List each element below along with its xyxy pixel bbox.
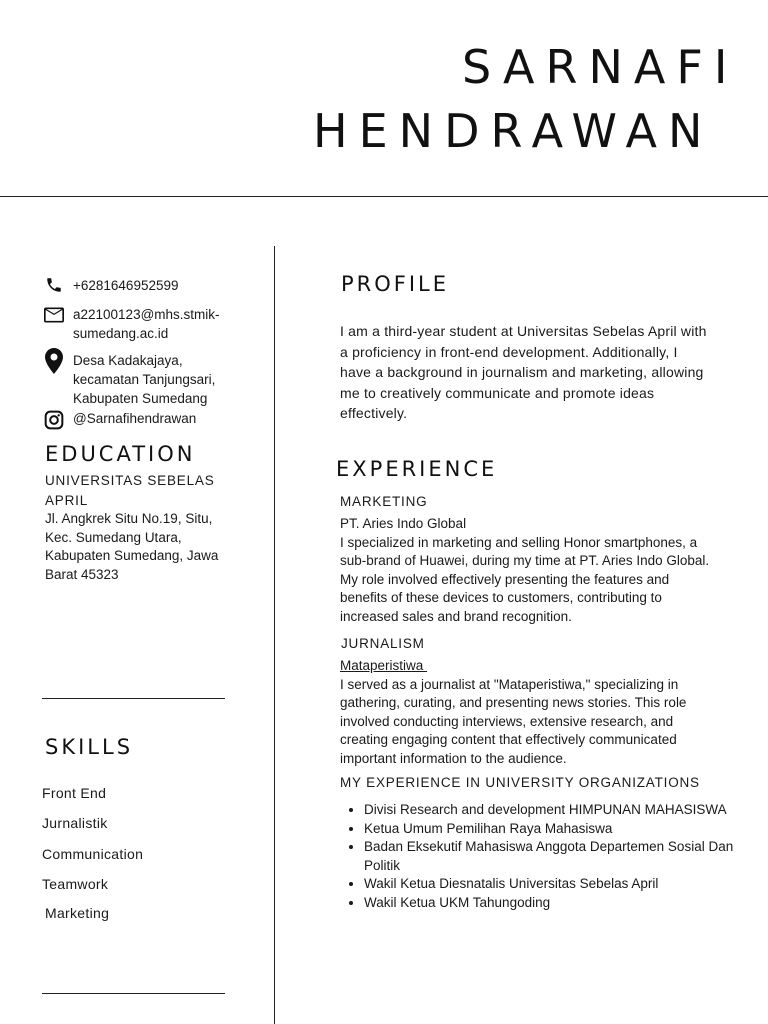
marketing-company: PT. Aries Indo Global [340,516,467,531]
name-last: HENDRAWAN [313,104,714,158]
marketing-line: benefits of these devices to customers, contributing to [340,590,662,605]
education-school [45,471,215,511]
jurnalism-line: involved conducting interviews, extensive research, and [340,713,674,729]
education-address [45,510,218,584]
jurnalism-line: creating engaging content that effectively communicated [340,732,677,747]
organizations-list [340,801,750,912]
marketing-line: increased sales and brand recognition. [340,608,572,624]
contact-address [44,351,244,408]
left-divider-1 [42,698,225,699]
list-item: • Divisi Research and development HIMPUNAN MAHASISWA [364,801,750,820]
skill-item: Teamwork [42,876,109,892]
jurnalism-company-link[interactable]: Mataperistiwa [340,658,428,673]
instagram-handle: @Sarnafihendrawan [73,411,197,426]
profile-text [340,321,750,424]
list-item: • Ketua Umum Pemilihan Raya Mahasiswa [364,820,750,839]
jurnalism-line: I served as a journalist at "Mataperistiwa," specializing in [340,676,679,692]
list-item: • Wakil Ketua UKM Tahungoding [364,894,750,913]
skill-item: Front End [42,785,107,801]
edu-address-line-1: Jl. Angkrek Situ No.19, Situ, [45,511,213,526]
edu-address-line-3: Kabupaten Sumedang, Jawa [45,548,219,563]
marketing-line: I specialized in marketing and selling Honor smartphones, a [340,534,698,550]
skill-item: Communication [42,846,144,862]
list-item: • Badan Eksekutif Mahasiswa Anggota Departemen Sosial Dan Politik [364,838,750,875]
left-divider-2 [42,993,225,994]
address-line-3: Kabupaten Sumedang [73,391,208,406]
marketing-line: sub-brand of Huawei, during my time at PT. Aries Indo Global. [340,553,710,568]
contact-email [44,305,244,343]
organizations-title: MY EXPERIENCE IN UNIVERSITY ORGANIZATIONS [340,775,700,790]
header-divider [0,196,768,197]
marketing-role: MARKETING [340,494,428,509]
profile-line: I am a third-year student at Universitas Sebelas April with [340,323,707,339]
list-item: • Wakil Ketua Diesnatalis Universitas Sebelas April [364,875,750,894]
jurnalism-line: important information to the audience. [340,750,567,766]
name-first: SARNAFI [462,40,739,94]
location-pin-icon [45,348,63,379]
marketing-line: My role involved effectively presenting the features and [340,571,670,587]
school-line-1: UNIVERSITAS SEBELAS [45,473,215,488]
email-line-1: a22100123@mhs.stmik- [73,307,220,322]
profile-line: effectively. [340,405,408,421]
jurnalism-role: JURNALISM [341,636,425,651]
profile-line: me to creatively communicate and promote ideas [340,384,655,401]
education-title: EDUCATION [45,442,196,466]
address-line-1: Desa Kadakajaya, [73,353,183,368]
edu-address-line-2: Kec. Sumedang Utara, [45,529,182,545]
school-line-2: APRIL [45,493,89,508]
jurnalism-block [340,657,760,768]
email-line-2: sumedang.ac.id [73,326,169,341]
phone-text: +6281646952599 [73,278,179,293]
skill-item: Marketing [45,905,110,921]
profile-line: have a background in journalism and marketing, allowing [340,364,704,380]
contact-instagram [44,409,244,428]
profile-title: PROFILE [341,272,450,296]
address-line-2: kecamatan Tanjungsari, [73,372,216,387]
marketing-block [340,515,760,626]
jurnalism-line: gathering, curating, and presenting news stories. This role [340,695,687,710]
organizations-list-wrap [340,801,750,912]
mail-icon [44,307,64,328]
edu-address-line-4: Barat 45323 [45,566,119,582]
column-divider [274,246,275,1024]
skill-item: Jurnalistik [42,815,108,831]
profile-line: a proficiency in front-end development. Additionally, I [340,343,678,360]
skills-title: SKILLS [45,735,134,759]
phone-icon [44,276,64,299]
instagram-icon [44,410,64,435]
experience-title: EXPERIENCE [336,457,498,481]
contact-phone [44,276,244,295]
